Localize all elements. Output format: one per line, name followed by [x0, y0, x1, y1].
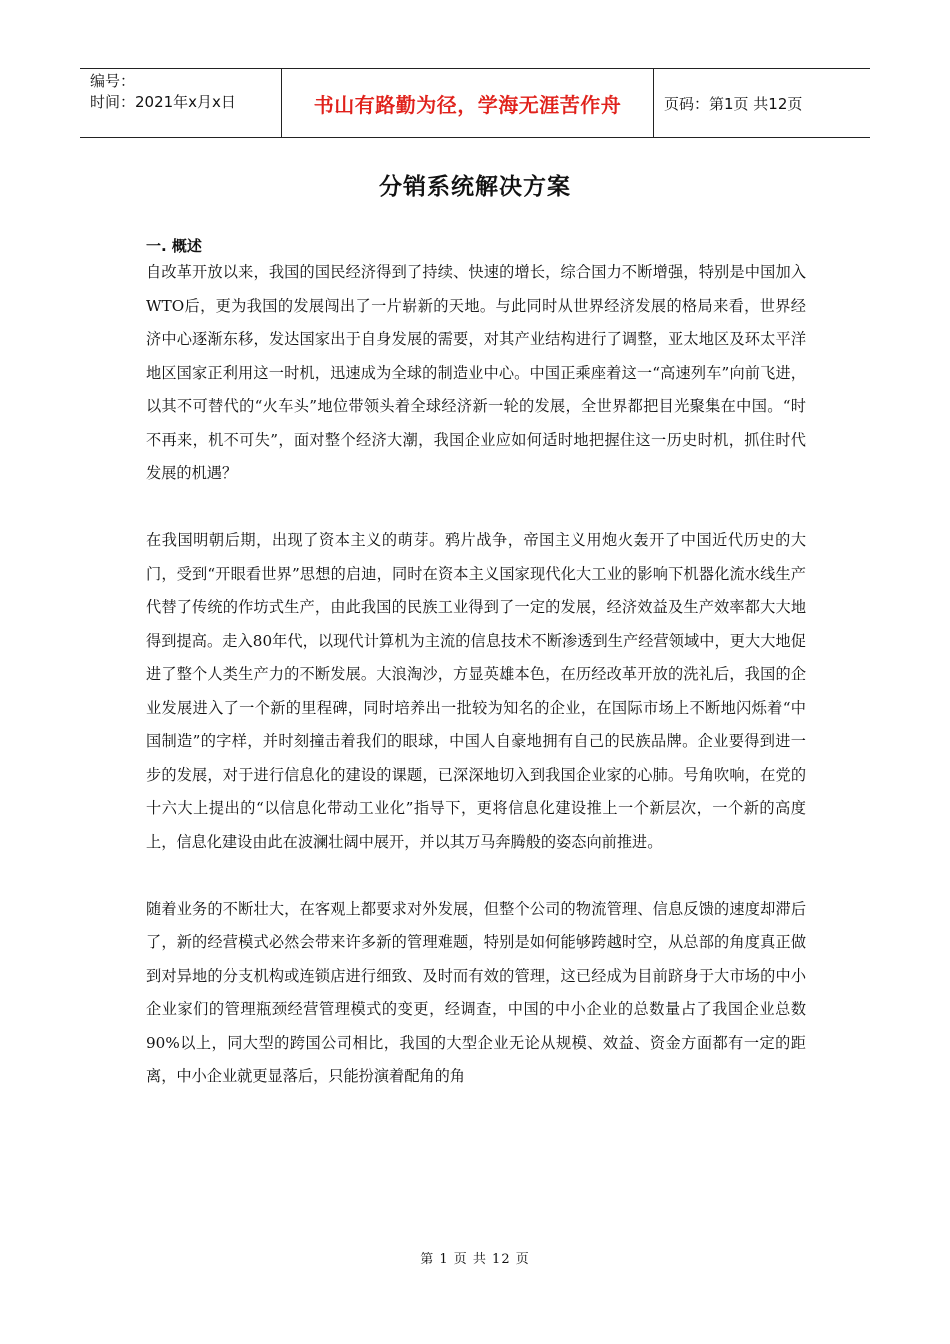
- page-header: [80, 68, 870, 138]
- paragraph: 随着业务的不断壮大，在客观上都要求对外发展，但整个公司的物流管理、信息反馈的速度却滞后了，新的经营模式必然会带来许多新的管理难题，特别是如何能够跨越时空，从总部的角度真正做到对异地的分支机构或连锁店进行细致、及时而有效的管理，这已经成为目前跻身于大市场的中小企业家们的管理瓶颈经营管理模式的变更，经调查，中国的中小企业的总数量占了我国企业总数90%以上，同大型的跨国公司相比，我国的大型企业无论从规模、效益、资金方面都有一定的距离，中小企业就更显落后，只能扮演着配角的角: [146, 899, 806, 1085]
- header-motto: 书山有路勤为径，学海无涯苦作舟: [282, 69, 654, 137]
- document-body: [146, 236, 806, 1094]
- section-heading: 一. 概述: [146, 237, 202, 255]
- document-time-label: 时间：2021年x月x日: [90, 93, 236, 111]
- page-footer: 第 1 页 共 12 页: [420, 1252, 530, 1267]
- paragraph: 自改革开放以来，我国的国民经济得到了持续、快速的增长，综合国力不断增强，特别是中国加入WTO后，更为我国的发展闯出了一片崭新的天地。与此同时从世界经济发展的格局来看，世界经济中心逐渐东移，发达国家出于自身发展的需要，对其产业结构进行了调整，亚太地区及环太平洋地区国家正利用这一时机，迅速成为全球的制造业中心。中国正乘座着这一“高速列车”向前飞进，以其不可替代的“火车头”地位带领头着全球经济新一轮的发展，全世界都把目光聚集在中国。“时不再来，机不可失”，面对整个经济大潮，我国企业应如何适时地把握住这一历史时机，抓住时代发展的机遇？: [146, 263, 806, 482]
- document-title: 分销系统解决方案: [379, 174, 571, 200]
- document-number-label: 编号：: [90, 72, 136, 90]
- paragraph: 在我国明朝后期，出现了资本主义的萌芽。鸦片战争，帝国主义用炮火轰开了中国近代历史的大门，受到“开眼看世界”思想的启迪，同时在资本主义国家现代化大工业的影响下机器化流水线生产代替了传统的作坊式生产，由此我国的民族工业得到了一定的发展，经济效益及生产效率都大大地得到提高。走入80年代，以现代计算机为主流的信息技术不断渗透到生产经营领域中，更大大地促进了整个人类生产力的不断发展。大浪淘沙，方显英雄本色，在历经改革开放的洗礼后，我国的企业发展进入了一个新的里程碑，同时培养出一批较为知名的企业，在国际市场上不断地闪烁着“中国制造”的字样，并时刻撞击着我们的眼球，中国人自豪地拥有自己的民族品牌。企业要得到进一步的发展，对于进行信息化的建设的课题，已深深地切入到我国企业家的心肺。号角吹响，在党的十六大上提出的“以信息化带动工业化”指导下，更将信息化建设推上一个新层次，一个新的高度上，信息化建设由此在波澜壮阔中展开，并以其万马奔腾般的姿态向前推进。: [146, 531, 806, 851]
- header-meta-cell: [80, 69, 282, 137]
- header-page-info: 页码：第1页 共12页: [664, 94, 803, 113]
